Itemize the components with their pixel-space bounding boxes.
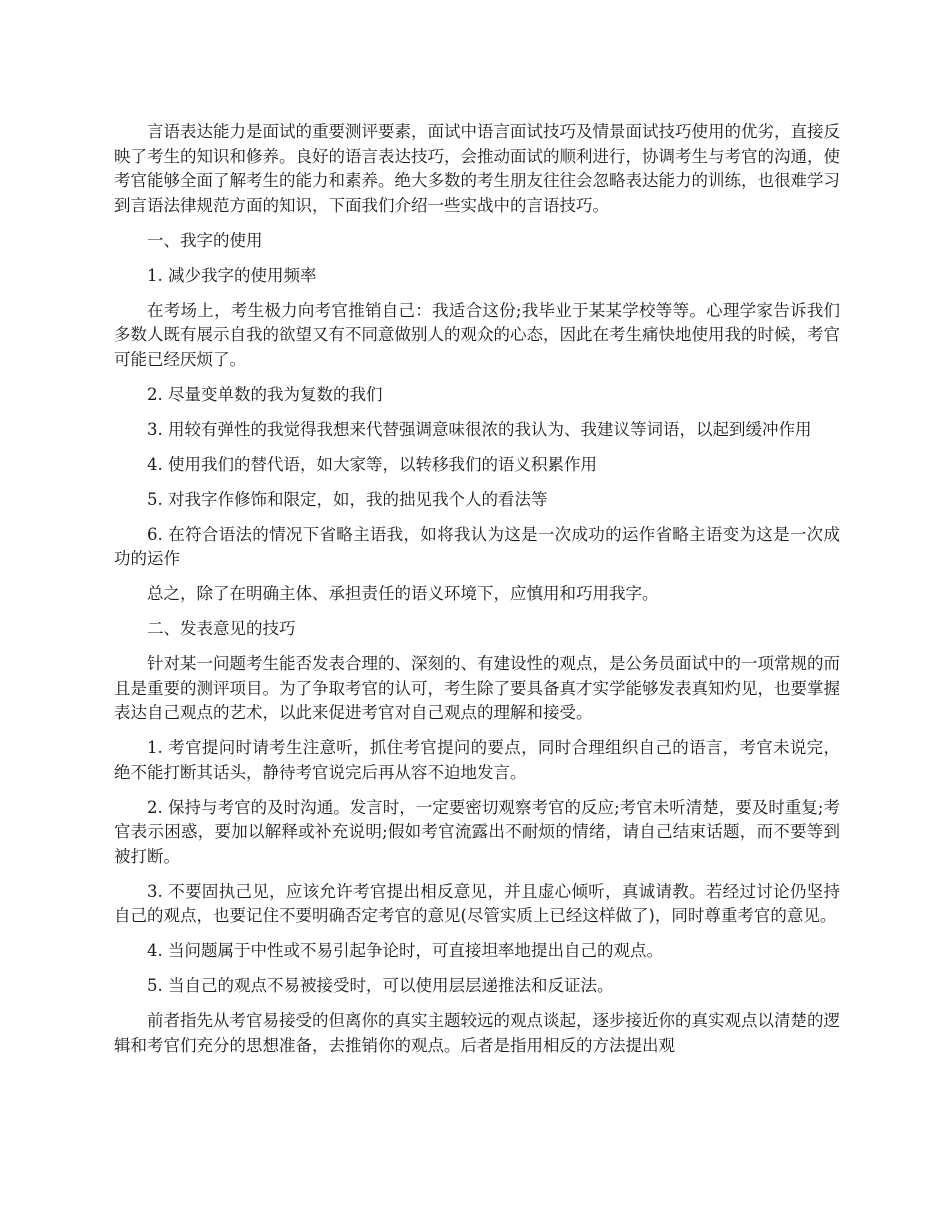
- body-paragraph: 前者指先从考官易接受的但离你的真实主题较远的观点谈起，逐步接近你的真实观点以清楚的逻辑和考官们充分的思想准备，去推销你的观点。后者是指用相反的方法提出观: [114, 1011, 840, 1055]
- body-paragraph: 针对某一问题考生能否发表合理的、深刻的、有建设性的观点，是公务员面试中的一项常规的而且是重要的测评项目。为了争取考官的认可，考生除了要具备真才实学能够发表真知灼见，也要掌握表达自己观点的艺术，以此来促进考官对自己观点的理解和接受。: [114, 654, 840, 722]
- list-item: 2. 保持与考官的及时沟通。发言时，一定要密切观察考官的反应;考官未听清楚，要及时重复;考官表示困惑，要加以解释或补充说明;假如考官流露出不耐烦的情绪，请自己结束话题，而不要等到被打断。: [114, 797, 840, 866]
- list-item: 1. 减少我字的使用频率: [147, 265, 317, 285]
- list-item: 3. 用较有弹性的我觉得我想来代替强调意味很浓的我认为、我建议等词语，以起到缓冲作用: [147, 419, 812, 439]
- list-item: 2. 尽量变单数的我为复数的我们: [147, 384, 383, 404]
- section-heading-2: 二、发表意见的技巧: [147, 619, 296, 638]
- intro-paragraph: 言语表达能力是面试的重要测评要素，面试中语言面试技巧及情景面试技巧使用的优劣，直接反映了考生的知识和修养。良好的语言表达技巧，会推动面试的顺利进行，协调考生与考官的沟通，使考官能够全面了解考生的能力和素养。绝大多数的考生朋友往往会忽略表达能力的训练，也很难学习到言语法律规范方面的知识，下面我们介绍一些实战中的言语技巧。: [114, 122, 840, 215]
- list-item: 3. 不要固执己见，应该允许考官提出相反意见，并且虚心倾听，真诚请教。若经过讨论仍坚持自己的观点，也要记住不要明确否定考官的意见(尽管实质上已经这样做了)，同时尊重考官的意见。: [114, 881, 840, 925]
- list-item: 4. 当问题属于中性或不易引起争论时，可直接坦率地提出自己的观点。: [147, 941, 663, 960]
- summary-paragraph: 总之，除了在明确主体、承担责任的语义环境下，应慎用和巧用我字。: [147, 584, 659, 603]
- list-item: 6. 在符合语法的情况下省略主语我，如将我认为这是一次成功的运作省略主语变为这是一次成功的运作: [114, 524, 840, 568]
- body-paragraph: 在考场上，考生极力向考官推销自己：我适合这份;我毕业于某某学校等等。心理学家告诉我们多数人既有展示自我的欲望又有不同意做别人的观众的心态，因此在考生痛快地使用我的时候，考官可能已经厌烦了。: [114, 300, 840, 369]
- list-item: 5. 当自己的观点不易被接受时，可以使用层层递推法和反证法。: [147, 976, 614, 995]
- section-heading-1: 一、我字的使用: [147, 230, 263, 250]
- list-item: 1. 考官提问时请考生注意听，抓住考官提问的要点，同时合理组织自己的语言，考官未说完，绝不能打断其话头，静待考官说完后再从容不迫地发言。: [114, 738, 840, 782]
- list-item: 5. 对我字作修饰和限定，如，我的拙见我个人的看法等: [147, 489, 548, 509]
- list-item: 4. 使用我们的替代语，如大家等，以转移我们的语义积累作用: [147, 454, 597, 474]
- document-body: [114, 120, 840, 1069]
